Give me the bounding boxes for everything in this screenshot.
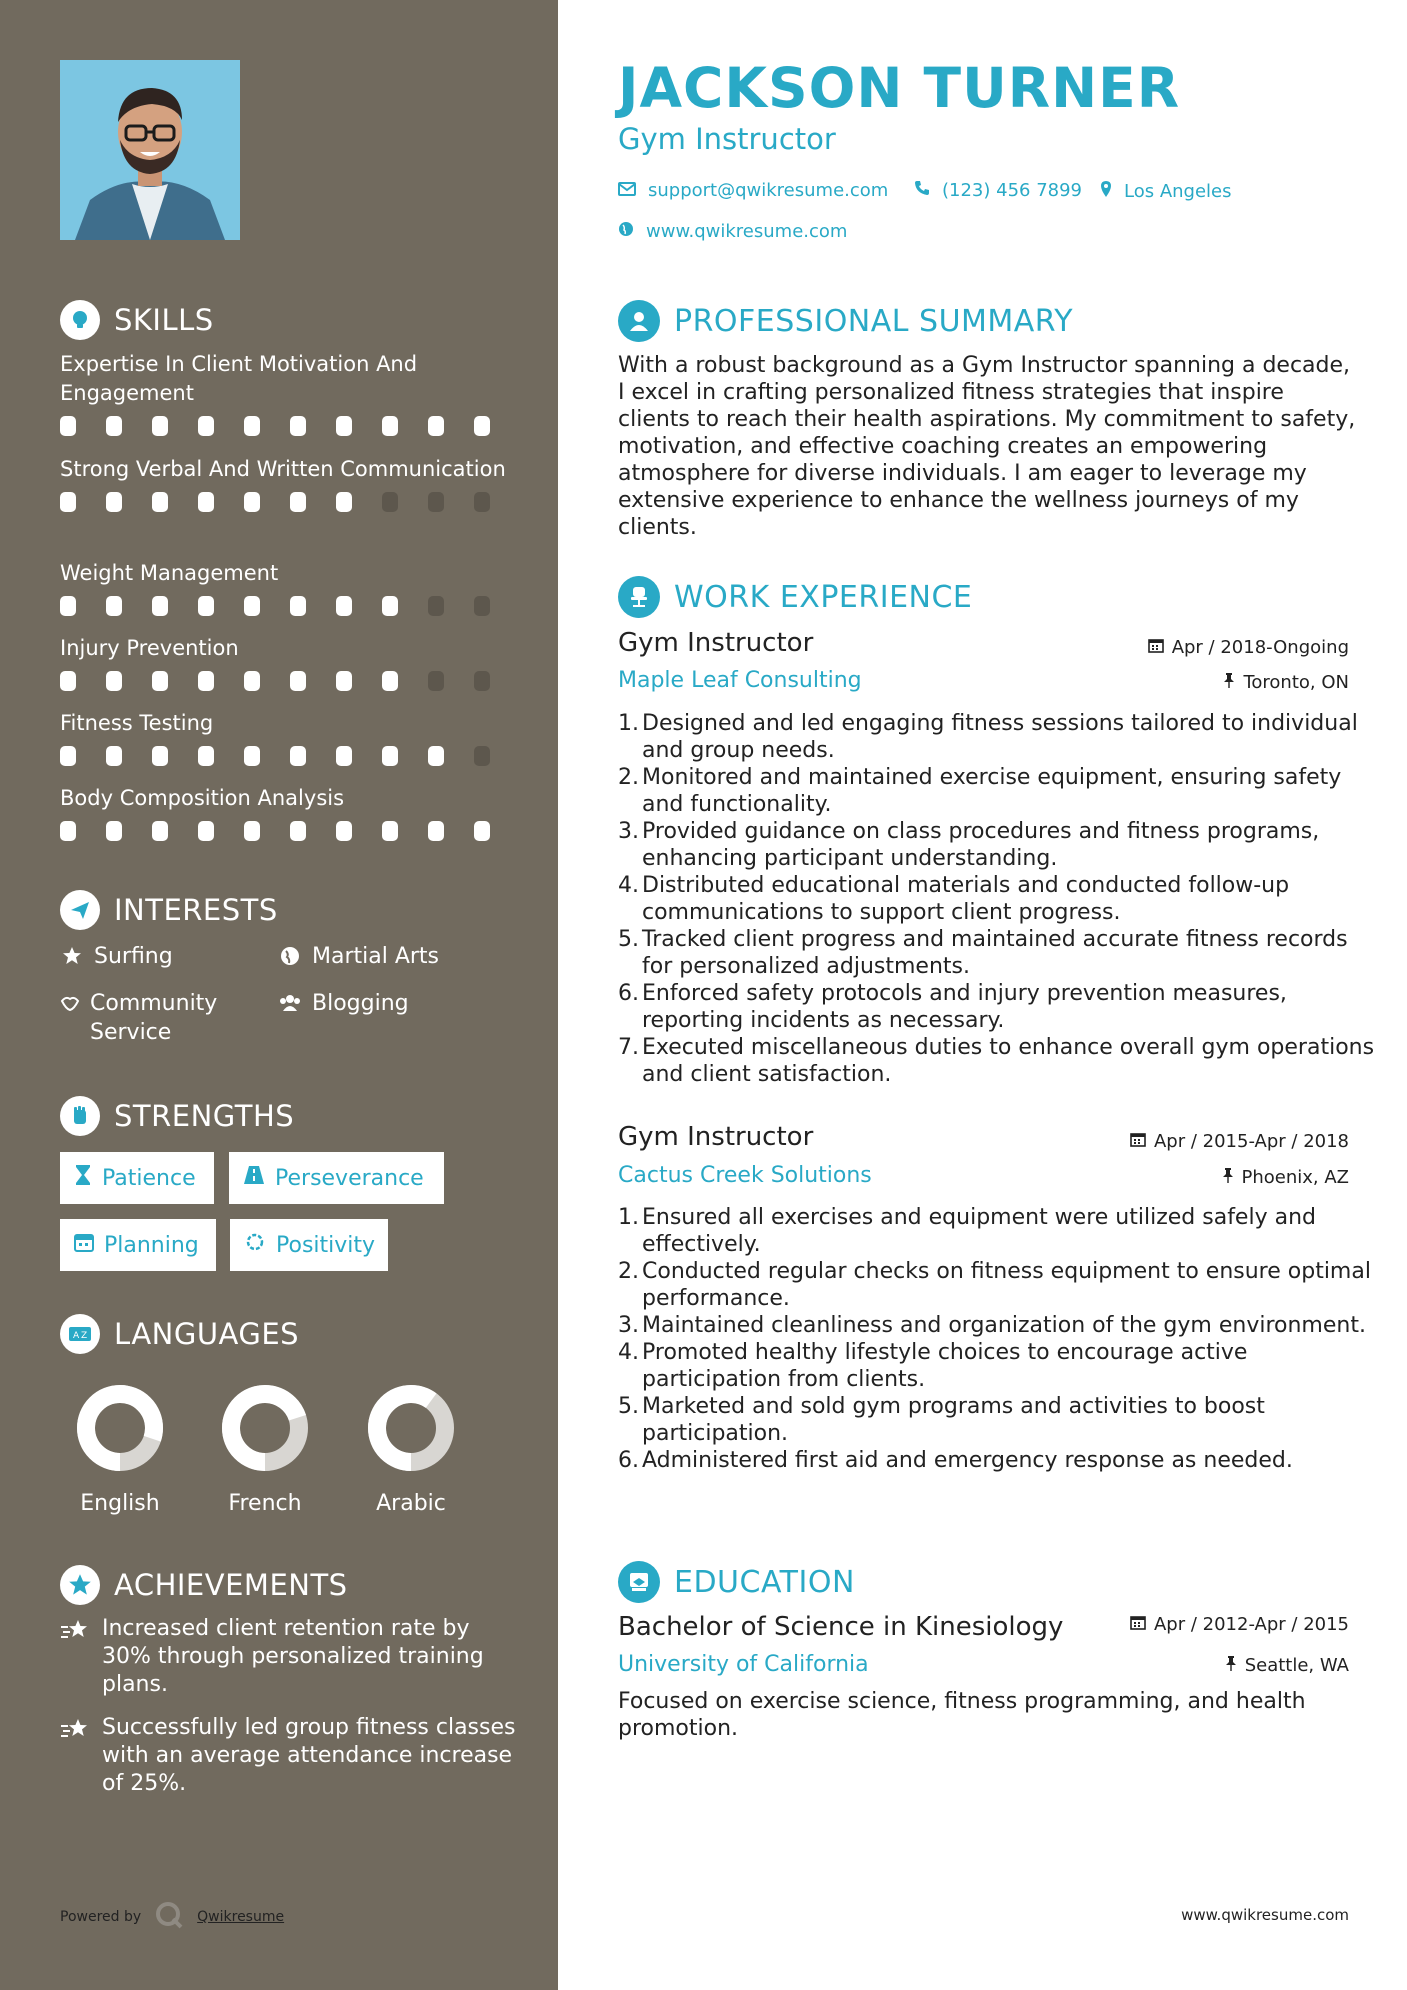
rating-dot-filled bbox=[336, 596, 352, 616]
interest-item bbox=[60, 989, 250, 1047]
duty-number: 5. bbox=[618, 1394, 639, 1419]
calendar-icon bbox=[74, 1232, 94, 1258]
education-dates-text: Apr / 2012-Apr / 2015 bbox=[1153, 1614, 1349, 1635]
duty-text: Administered first aid and emergency response as needed. bbox=[642, 1448, 1293, 1473]
website-text: www.qwikresume.com bbox=[646, 221, 848, 242]
contact-location bbox=[1100, 180, 1232, 203]
duty-number: 2. bbox=[618, 1259, 639, 1284]
duty-number: 6. bbox=[618, 1448, 639, 1473]
job-role: Gym Instructor bbox=[618, 628, 814, 658]
rating-dot-filled bbox=[428, 416, 444, 436]
contact-website[interactable] bbox=[618, 221, 847, 242]
rating-dot-filled bbox=[244, 416, 260, 436]
school-name: University of California bbox=[618, 1652, 869, 1677]
handshake-icon bbox=[60, 991, 80, 1015]
rating-dot-filled bbox=[336, 492, 352, 512]
rating-dot-filled bbox=[198, 416, 214, 436]
job-dates-text: Apr / 2015-Apr / 2018 bbox=[1153, 1131, 1349, 1152]
rating-dot-filled bbox=[152, 821, 168, 841]
rating-dot-empty bbox=[474, 671, 490, 691]
duty-text: Designed and led engaging fitness sessions tailored to individual and group needs. bbox=[642, 711, 1358, 763]
powered-by bbox=[60, 1901, 284, 1933]
qwikresume-link[interactable]: Qwikresume bbox=[197, 1909, 285, 1925]
interest-item bbox=[278, 942, 439, 971]
interest-label: Blogging bbox=[312, 991, 409, 1016]
education-dates bbox=[1130, 1614, 1349, 1635]
rating-dot-filled bbox=[60, 492, 76, 512]
location-text: Los Angeles bbox=[1124, 181, 1232, 202]
duty-text: Conducted regular checks on fitness equipment to ensure optimal performance. bbox=[642, 1259, 1371, 1311]
summary-title: PROFESSIONAL SUMMARY bbox=[674, 303, 1074, 339]
skill-name: Body Composition Analysis bbox=[60, 786, 345, 810]
strengths-heading bbox=[60, 1096, 294, 1136]
summary-heading bbox=[618, 300, 1073, 342]
skill-item bbox=[60, 784, 520, 841]
duty-item bbox=[618, 1393, 1378, 1447]
rating-dot-filled bbox=[152, 416, 168, 436]
strength-tag bbox=[229, 1152, 444, 1204]
sun-icon bbox=[244, 1231, 266, 1259]
rating-dot-empty bbox=[474, 746, 490, 766]
rating-dot-empty bbox=[474, 596, 490, 616]
language-item bbox=[60, 1383, 180, 1516]
users-icon bbox=[278, 991, 302, 1015]
education-heading bbox=[618, 1561, 855, 1603]
skill-name: Strong Verbal And Written Communication bbox=[60, 457, 506, 481]
skills-heading bbox=[60, 300, 214, 340]
duty-text: Tracked client progress and maintained accurate fitness records for personalized adjustments. bbox=[642, 927, 1348, 979]
job-location-text: Toronto, ON bbox=[1243, 672, 1349, 693]
lightbulb-icon bbox=[60, 300, 100, 340]
rating-dot-empty bbox=[382, 492, 398, 512]
duty-text: Distributed educational materials and conducted follow-up communications to support client progress. bbox=[642, 873, 1290, 925]
strengths-title: STRENGTHS bbox=[114, 1099, 295, 1133]
language-item bbox=[351, 1383, 471, 1516]
rating-dot-filled bbox=[244, 821, 260, 841]
rating-dot-filled bbox=[106, 492, 122, 512]
rating-dot-filled bbox=[106, 821, 122, 841]
rating-dot-filled bbox=[290, 746, 306, 766]
rating-dot-filled bbox=[106, 746, 122, 766]
road-icon bbox=[243, 1165, 265, 1191]
rating-dot-filled bbox=[382, 671, 398, 691]
qwikresume-logo-icon bbox=[155, 1901, 183, 1933]
languages-heading bbox=[60, 1314, 299, 1354]
duty-text: Marketed and sold gym programs and activities to boost participation. bbox=[642, 1394, 1265, 1446]
job-duties bbox=[618, 1204, 1378, 1474]
rating-dot-filled bbox=[152, 746, 168, 766]
rating-dot-filled bbox=[60, 821, 76, 841]
rating-dot-filled bbox=[244, 596, 260, 616]
language-ring bbox=[366, 1383, 456, 1473]
pushpin-icon bbox=[1222, 1167, 1234, 1188]
calendar-icon bbox=[1130, 1614, 1146, 1635]
rating-dot-filled bbox=[290, 596, 306, 616]
duty-text: Maintained cleanliness and organization of the gym environment. bbox=[642, 1313, 1366, 1338]
map-marker-icon bbox=[1100, 180, 1112, 203]
rating-dot-filled bbox=[382, 416, 398, 436]
candidate-name: JACKSON TURNER bbox=[618, 56, 1181, 120]
degree-title: Bachelor of Science in Kinesiology bbox=[618, 1612, 1064, 1642]
rating-dot-filled bbox=[198, 671, 214, 691]
experience-title: WORK EXPERIENCE bbox=[674, 579, 973, 615]
job-company: Cactus Creek Solutions bbox=[618, 1163, 872, 1188]
rating-dot-filled bbox=[152, 671, 168, 691]
job-company: Maple Leaf Consulting bbox=[618, 668, 862, 693]
shooting-star-icon bbox=[60, 1718, 90, 1798]
pushpin-icon bbox=[1225, 1655, 1237, 1676]
duty-item bbox=[618, 764, 1378, 818]
achievement-text: Increased client retention rate by 30% through personalized training plans. bbox=[102, 1616, 484, 1697]
duty-item bbox=[618, 1204, 1378, 1258]
languages-title: LANGUAGES bbox=[114, 1317, 300, 1351]
duty-number: 3. bbox=[618, 819, 639, 844]
duty-text: Ensured all exercises and equipment were utilized safely and effectively. bbox=[642, 1205, 1316, 1257]
interest-label: Community Service bbox=[90, 991, 218, 1045]
strength-tag bbox=[60, 1152, 214, 1204]
rating-dot-filled bbox=[336, 416, 352, 436]
strength-tag bbox=[60, 1219, 216, 1271]
job-location bbox=[1222, 1167, 1350, 1188]
interest-item bbox=[60, 942, 173, 971]
duty-number: 7. bbox=[618, 1035, 639, 1060]
phone-icon bbox=[914, 180, 930, 201]
rating-dot-filled bbox=[290, 821, 306, 841]
rating-dot-filled bbox=[336, 746, 352, 766]
skill-item bbox=[60, 709, 520, 766]
job-dates bbox=[1130, 1131, 1349, 1152]
rating-dot-filled bbox=[382, 746, 398, 766]
envelope-icon bbox=[618, 180, 636, 201]
duty-text: Promoted healthy lifestyle choices to encourage active participation from clients. bbox=[642, 1340, 1248, 1392]
main-content bbox=[558, 0, 1407, 1990]
rating-dot-filled bbox=[244, 492, 260, 512]
user-icon bbox=[618, 300, 660, 342]
achievements-title: ACHIEVEMENTS bbox=[114, 1568, 348, 1602]
language-item bbox=[205, 1383, 325, 1516]
rating-dot-filled bbox=[428, 821, 444, 841]
language-ring bbox=[220, 1383, 310, 1473]
skill-name: Weight Management bbox=[60, 561, 279, 585]
job-title-header: Gym Instructor bbox=[618, 122, 836, 156]
rating-dot-filled bbox=[336, 821, 352, 841]
rating-dot-filled bbox=[382, 596, 398, 616]
skills-title: SKILLS bbox=[114, 303, 214, 337]
job-dates-text: Apr / 2018-Ongoing bbox=[1171, 637, 1349, 658]
job-duties bbox=[618, 710, 1378, 1088]
interest-item bbox=[278, 989, 409, 1018]
duty-number: 4. bbox=[618, 1340, 639, 1365]
rating-dot-filled bbox=[106, 596, 122, 616]
strength-tag bbox=[230, 1219, 388, 1271]
job-dates bbox=[1148, 637, 1349, 658]
svg-text:A: A bbox=[73, 1331, 80, 1341]
duty-item bbox=[618, 1312, 1378, 1339]
rating-dot-filled bbox=[244, 671, 260, 691]
duty-number: 3. bbox=[618, 1313, 639, 1338]
education-description: Focused on exercise science, fitness programming, and health promotion. bbox=[618, 1689, 1306, 1741]
skill-item bbox=[60, 559, 520, 616]
education-location bbox=[1225, 1655, 1349, 1676]
email-text: support@qwikresume.com bbox=[648, 180, 889, 201]
interests-title: INTERESTS bbox=[114, 893, 278, 927]
interests-heading bbox=[60, 890, 278, 930]
skill-item bbox=[60, 634, 520, 691]
skill-rating bbox=[60, 596, 520, 616]
shooting-star-icon bbox=[60, 1619, 90, 1699]
rating-dot-filled bbox=[198, 821, 214, 841]
language-label: English bbox=[80, 1491, 160, 1516]
star-icon bbox=[60, 944, 84, 968]
rating-dot-filled bbox=[198, 596, 214, 616]
job-role: Gym Instructor bbox=[618, 1122, 814, 1152]
rating-dot-filled bbox=[290, 492, 306, 512]
rating-dot-filled bbox=[244, 746, 260, 766]
sidebar bbox=[0, 0, 558, 1990]
education-location-text: Seattle, WA bbox=[1244, 1655, 1349, 1676]
language-label: French bbox=[228, 1491, 302, 1516]
interest-label: Surfing bbox=[94, 944, 173, 969]
duty-item bbox=[618, 710, 1378, 764]
fist-icon bbox=[60, 1096, 100, 1136]
svg-text:Z: Z bbox=[81, 1331, 88, 1341]
strength-label: Positivity bbox=[276, 1232, 376, 1258]
duty-item bbox=[618, 818, 1378, 872]
job-location-text: Phoenix, AZ bbox=[1241, 1167, 1349, 1188]
calendar-icon bbox=[1148, 637, 1164, 658]
hourglass-icon bbox=[74, 1164, 92, 1192]
calendar-icon bbox=[1130, 1131, 1146, 1152]
skill-rating bbox=[60, 746, 520, 766]
duty-number: 1. bbox=[618, 711, 639, 736]
rating-dot-filled bbox=[428, 746, 444, 766]
globe-icon bbox=[618, 221, 634, 242]
rating-dot-filled bbox=[290, 671, 306, 691]
strength-label: Perseverance bbox=[275, 1165, 424, 1191]
contact-email[interactable] bbox=[618, 180, 888, 201]
medal-star-icon bbox=[60, 1565, 100, 1605]
rating-dot-filled bbox=[152, 596, 168, 616]
skill-name: Expertise In Client Motivation And Engagement bbox=[60, 352, 418, 405]
education-title: EDUCATION bbox=[674, 1564, 855, 1600]
interest-label: Martial Arts bbox=[312, 944, 440, 969]
experience-heading bbox=[618, 576, 972, 618]
duty-item bbox=[618, 1034, 1378, 1088]
rating-dot-filled bbox=[474, 821, 490, 841]
strength-label: Patience bbox=[102, 1165, 196, 1191]
skill-item bbox=[60, 455, 520, 512]
language-icon bbox=[60, 1314, 100, 1354]
achievement-item bbox=[60, 1714, 520, 1798]
rating-dot-empty bbox=[428, 492, 444, 512]
skill-name: Fitness Testing bbox=[60, 711, 214, 735]
skill-rating bbox=[60, 671, 520, 691]
language-ring bbox=[75, 1383, 165, 1473]
duty-item bbox=[618, 926, 1378, 980]
skill-item bbox=[60, 350, 520, 436]
achievement-text: Successfully led group fitness classes with an average attendance increase of 25%. bbox=[102, 1715, 516, 1796]
skill-rating bbox=[60, 821, 520, 841]
duty-number: 1. bbox=[618, 1205, 639, 1230]
contact-phone[interactable] bbox=[914, 180, 1082, 201]
rating-dot-filled bbox=[382, 821, 398, 841]
rating-dot-filled bbox=[290, 416, 306, 436]
duty-item bbox=[618, 980, 1378, 1034]
rating-dot-filled bbox=[106, 671, 122, 691]
rating-dot-filled bbox=[60, 416, 76, 436]
duty-item bbox=[618, 1258, 1378, 1312]
skill-rating bbox=[60, 492, 520, 512]
duty-text: Enforced safety protocols and injury prevention measures, reporting incidents as necessary. bbox=[642, 981, 1287, 1033]
duty-item bbox=[618, 872, 1378, 926]
footer-url[interactable]: www.qwikresume.com bbox=[1181, 1906, 1349, 1924]
achievements-heading bbox=[60, 1565, 348, 1605]
duty-number: 2. bbox=[618, 765, 639, 790]
skill-rating bbox=[60, 416, 520, 436]
duty-item bbox=[618, 1447, 1378, 1474]
paper-plane-icon bbox=[60, 890, 100, 930]
language-label: Arabic bbox=[376, 1491, 446, 1516]
rating-dot-filled bbox=[60, 596, 76, 616]
rating-dot-filled bbox=[152, 492, 168, 512]
duty-item bbox=[618, 1339, 1378, 1393]
profile-photo bbox=[60, 60, 240, 240]
rating-dot-filled bbox=[106, 416, 122, 436]
strength-label: Planning bbox=[104, 1232, 199, 1258]
powered-by-label: Powered by bbox=[60, 1909, 142, 1925]
rating-dot-filled bbox=[198, 746, 214, 766]
rating-dot-filled bbox=[336, 671, 352, 691]
achievement-item bbox=[60, 1615, 520, 1699]
duty-text: Monitored and maintained exercise equipment, ensuring safety and functionality. bbox=[642, 765, 1342, 817]
phone-text: (123) 456 7899 bbox=[942, 180, 1083, 201]
rating-dot-filled bbox=[60, 671, 76, 691]
rating-dot-empty bbox=[474, 492, 490, 512]
duty-text: Executed miscellaneous duties to enhance overall gym operations and client satisfaction. bbox=[642, 1035, 1375, 1087]
office-chair-icon bbox=[618, 576, 660, 618]
rating-dot-filled bbox=[60, 746, 76, 766]
job-location bbox=[1223, 672, 1349, 693]
duty-number: 6. bbox=[618, 981, 639, 1006]
pushpin-icon bbox=[1223, 672, 1235, 693]
duty-text: Provided guidance on class procedures and fitness programs, enhancing participant understanding. bbox=[642, 819, 1320, 871]
globe-icon bbox=[278, 944, 302, 968]
rating-dot-empty bbox=[428, 596, 444, 616]
rating-dot-empty bbox=[428, 671, 444, 691]
duty-number: 4. bbox=[618, 873, 639, 898]
rating-dot-filled bbox=[474, 416, 490, 436]
skill-name: Injury Prevention bbox=[60, 636, 239, 660]
rating-dot-filled bbox=[198, 492, 214, 512]
graduate-icon bbox=[618, 1561, 660, 1603]
duty-number: 5. bbox=[618, 927, 639, 952]
summary-text: With a robust background as a Gym Instructor spanning a decade, I excel in crafting personalized fitness strategies that inspire clients to reach their health aspirations. My commitment to safety, motivation, and effective coaching creates an empowering atmosphere for diverse individuals. I am eager to leverage my extensive experience to enhance the wellness journeys of my clients. bbox=[618, 353, 1356, 540]
